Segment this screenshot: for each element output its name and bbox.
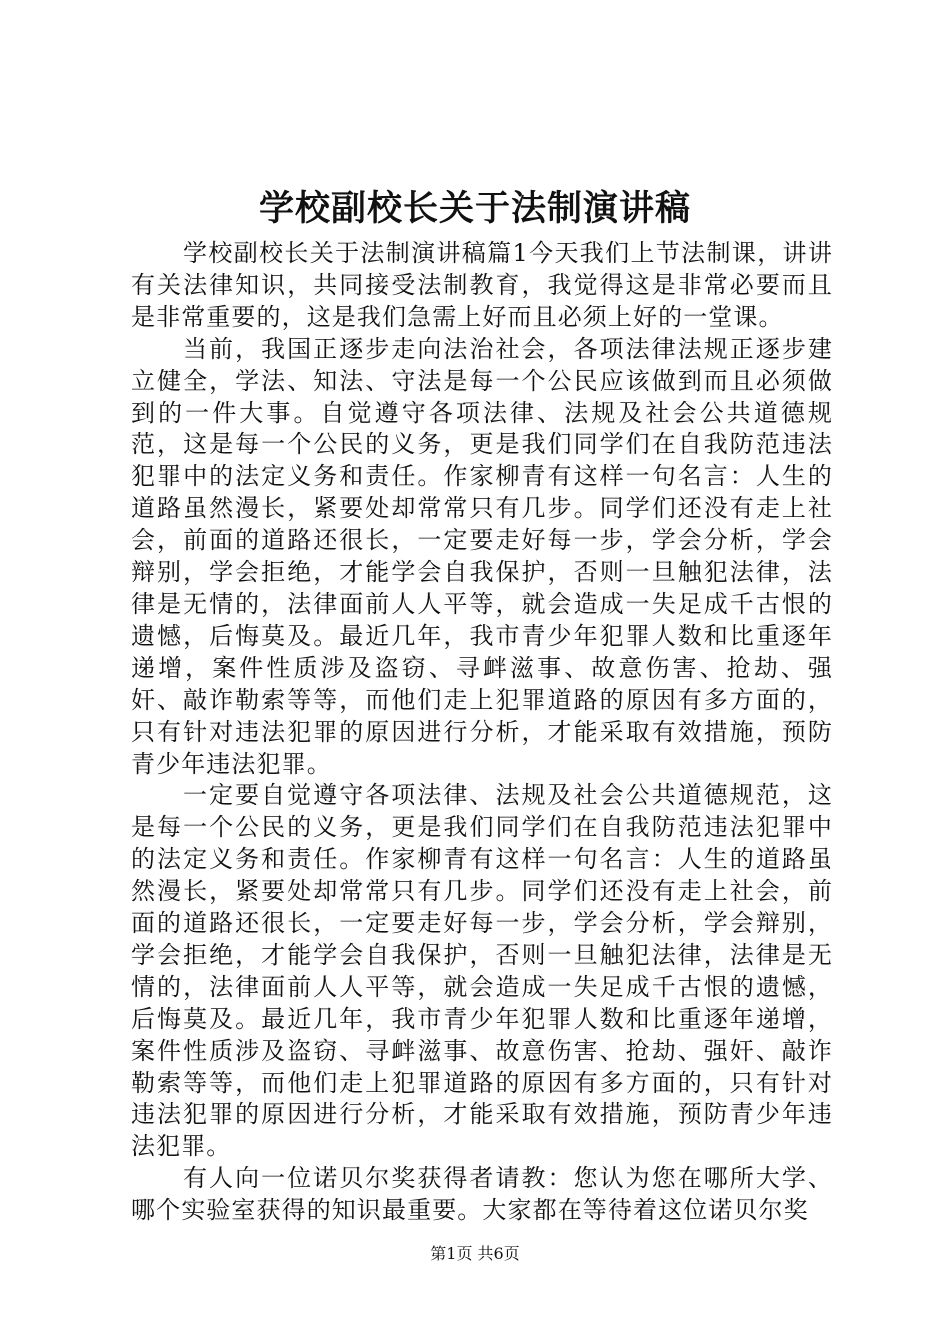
- page-number: 第1页 共6页: [430, 1244, 520, 1263]
- document-body: [131, 238, 833, 1227]
- paragraph-3: 一定要自觉遵守各项法律、法规及社会公共道德规范，这是每一个公民的义务，更是我们同学们在自我防范违法犯罪中的法定义务和责任。作家柳青有这样一句名言：人生的道路虽然漫长，紧要处却常常只有几步。同学们还没有走上社会，前面的道路还很长，一定要走好每一步，学会分析，学会辩别，学会拒绝，才能学会自我保护，否则一旦触犯法律，法律是无情的，法律面前人人平等，就会造成一失足成千古恨的遗憾，后悔莫及。最近几年，我市青少年犯罪人数和比重逐年递增，案件性质涉及盗窃、寻衅滋事、故意伤害、抢劫、强奸、敲诈勒索等等，而他们走上犯罪道路的原因有多方面的，只有针对违法犯罪的原因进行分析，才能采取有效措施，预防青少年违法犯罪。: [131, 781, 833, 1161]
- document-title: 学校副校长关于法制演讲稿: [258, 188, 691, 229]
- paragraph-1: 学校副校长关于法制演讲稿篇1今天我们上节法制课，讲讲有关法律知识，共同接受法制教育，我觉得这是非常必要而且是非常重要的，这是我们急需上好而且必须上好的一堂课。: [131, 239, 833, 331]
- paragraph-2: 当前，我国正逐步走向法治社会，各项法律法规正逐步建立健全，学法、知法、守法是每一个公民应该做到而且必须做到的一件大事。自觉遵守各项法律、法规及社会公共道德规范，这是每一个公民的义务，更是我们同学们在自我防范违法犯罪中的法定义务和责任。作家柳青有这样一句名言：人生的道路虽然漫长，紧要处却常常只有几步。同学们还没有走上社会，前面的道路还很长，一定要走好每一步，学会分析，学会辩别，学会拒绝，才能学会自我保护，否则一旦触犯法律，法律是无情的，法律面前人人平等，就会造成一失足成千古恨的遗憾，后悔莫及。最近几年，我市青少年犯罪人数和比重逐年递增，案件性质涉及盗窃、寻衅滋事、故意伤害、抢劫、强奸、敲诈勒索等等，而他们走上犯罪道路的原因有多方面的，只有针对违法犯罪的原因进行分析，才能采取有效措施，预防青少年违法犯罪。: [131, 334, 833, 778]
- paragraph-4: 有人向一位诺贝尔奖获得者请教：您认为您在哪所大学、哪个实验室获得的知识最重要。大家都在等待着这位诺贝尔奖: [131, 1164, 833, 1225]
